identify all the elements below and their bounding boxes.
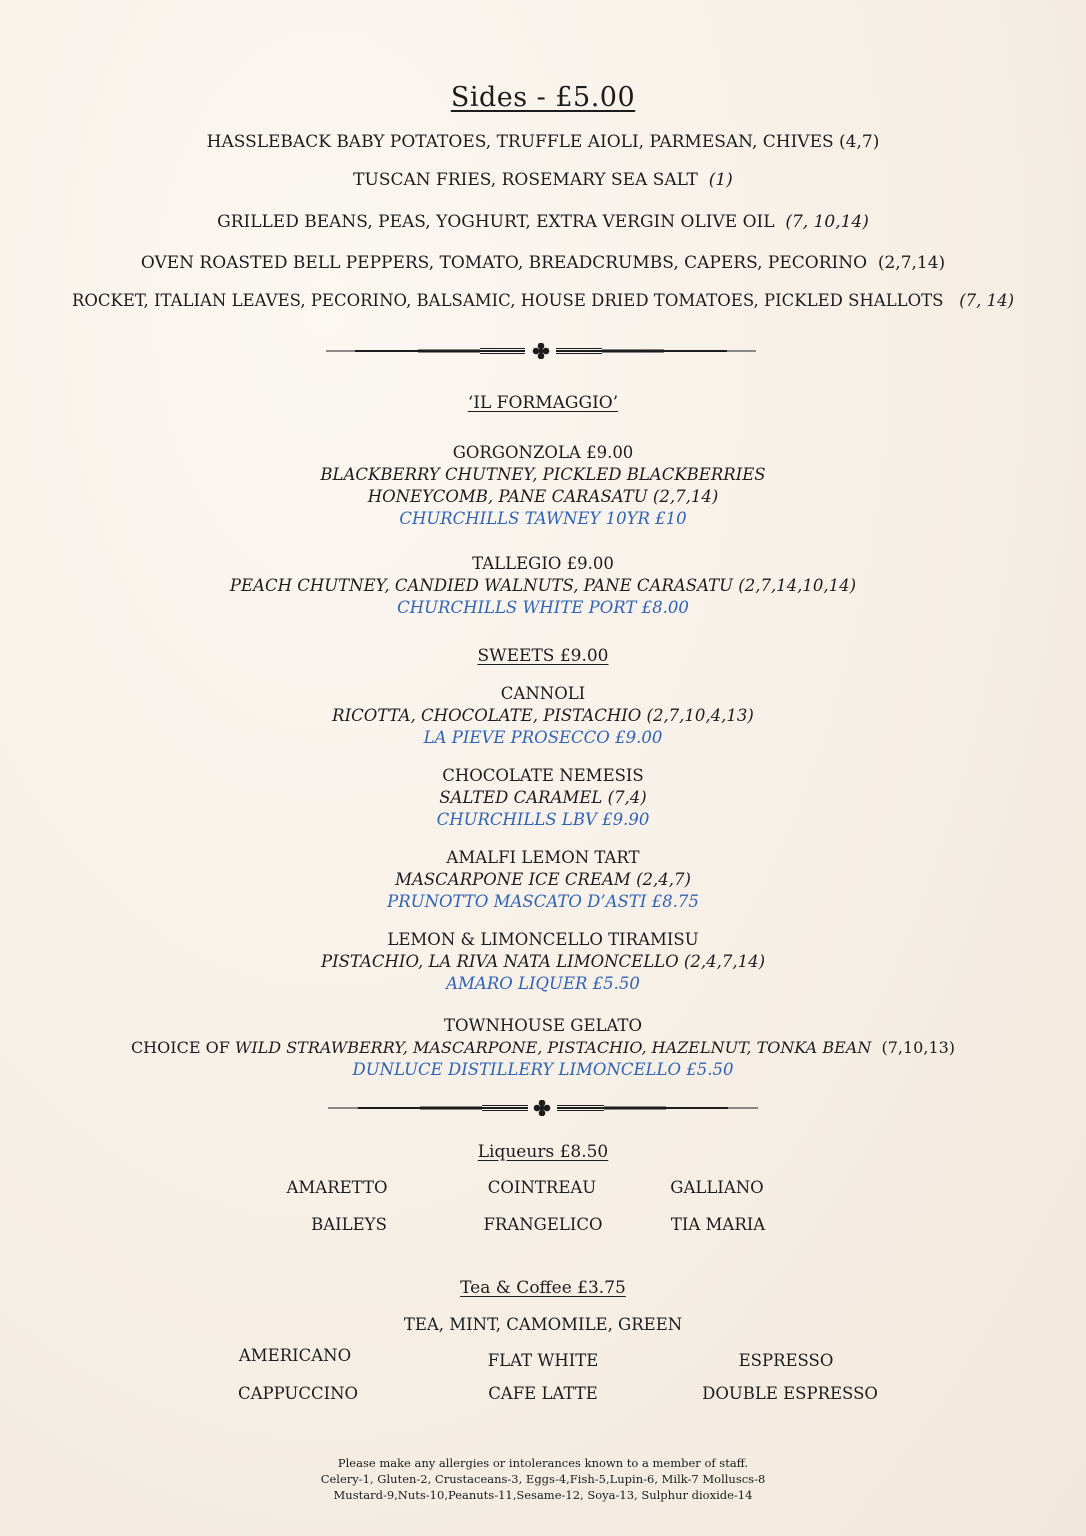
sides-title: Sides - £5.00 xyxy=(450,82,636,113)
sweet-name: AMALFI LEMON TART xyxy=(446,848,640,867)
cheese-name: TALLEGIO £9.00 xyxy=(472,554,614,573)
coffee-item: AMERICANO xyxy=(238,1346,352,1365)
sweet-name: CHOCOLATE NEMESIS xyxy=(442,766,644,785)
tea-coffee-heading: Tea & Coffee £3.75 xyxy=(460,1278,626,1298)
wine-pairing: CHURCHILLS WHITE PORT £8.00 xyxy=(397,598,689,617)
coffee-item: DOUBLE ESPRESSO xyxy=(702,1384,878,1403)
liqueur-item: TIA MARIA xyxy=(670,1215,766,1234)
cheese-description: BLACKBERRY CHUTNEY, PICKLED BLACKBERRIES xyxy=(320,465,766,484)
sweet-description: SALTED CARAMEL (7,4) xyxy=(439,788,647,807)
side-item: OVEN ROASTED BELL PEPPERS, TOMATO, BREADCRUMBS, CAPERS, PECORINO (2,7,14) xyxy=(140,253,946,273)
sweets-heading: SWEETS £9.00 xyxy=(477,646,609,666)
ornamental-divider xyxy=(0,343,1086,359)
wine-pairing: AMARO LIQUER £5.50 xyxy=(446,974,640,993)
cheese-description: HONEYCOMB, PANE CARASATU (2,7,14) xyxy=(367,487,719,506)
tea-list: TEA, MINT, CAMOMILE, GREEN xyxy=(403,1315,683,1334)
ornamental-divider xyxy=(0,1100,1086,1116)
sweet-description: RICOTTA, CHOCOLATE, PISTACHIO (2,7,10,4,13) xyxy=(332,706,754,725)
liqueurs-heading: Liqueurs £8.50 xyxy=(477,1142,609,1162)
cheese-name: GORGONZOLA £9.00 xyxy=(452,443,634,462)
side-item: ROCKET, ITALIAN LEAVES, PECORINO, BALSAMIC, HOUSE DRIED TOMATOES, PICKLED SHALLOTS (7, 14) xyxy=(71,291,1015,310)
fleuron-icon xyxy=(533,343,550,359)
formaggio-heading: ‘IL FORMAGGIO’ xyxy=(467,393,619,413)
side-item: HASSLEBACK BABY POTATOES, TRUFFLE AIOLI, PARMESAN, CHIVES (4,7) xyxy=(206,132,880,152)
coffee-item: CAPPUCCINO xyxy=(237,1384,359,1403)
wine-pairing: CHURCHILLS LBV £9.90 xyxy=(436,810,650,829)
wine-pairing: LA PIEVE PROSECCO £9.00 xyxy=(423,728,663,747)
allergy-notice: Please make any allergies or intolerances known to a member of staff. xyxy=(337,1456,749,1470)
wine-pairing: DUNLUCE DISTILLERY LIMONCELLO £5.50 xyxy=(352,1060,734,1079)
liqueur-item: FRANGELICO xyxy=(483,1215,603,1234)
allergen-key: Celery-1, Gluten-2, Crustaceans-3, Eggs-4,Fish-5,Lupin-6, Milk-7 Molluscs-8 xyxy=(320,1472,766,1486)
allergen-key: Mustard-9,Nuts-10,Peanuts-11,Sesame-12, Soya-13, Sulphur dioxide-14 xyxy=(333,1488,753,1502)
gelato-flavours: CHOICE OF WILD STRAWBERRY, MASCARPONE, PISTACHIO, HAZELNUT, TONKA BEAN (7,10,13) xyxy=(130,1038,956,1057)
side-item: TUSCAN FRIES, ROSEMARY SEA SALT (1) xyxy=(353,170,733,190)
sweet-description: PISTACHIO, LA RIVA NATA LIMONCELLO (2,4,7,14) xyxy=(320,952,766,971)
coffee-item: ESPRESSO xyxy=(738,1351,834,1370)
sweet-name: LEMON & LIMONCELLO TIRAMISU xyxy=(387,930,699,949)
wine-pairing: PRUNOTTO MASCATO D’ASTI £8.75 xyxy=(387,892,699,911)
coffee-item: FLAT WHITE xyxy=(487,1351,599,1370)
liqueur-item: GALLIANO xyxy=(670,1178,764,1197)
liqueur-item: BAILEYS xyxy=(311,1215,387,1234)
fleuron-icon xyxy=(534,1100,551,1116)
cheese-description: PEACH CHUTNEY, CANDIED WALNUTS, PANE CARASATU (2,7,14,10,14) xyxy=(229,576,857,595)
sweet-name: CANNOLI xyxy=(500,684,586,703)
sweet-name: TOWNHOUSE GELATO xyxy=(443,1016,643,1035)
wine-pairing: CHURCHILLS TAWNEY 10YR £10 xyxy=(399,509,687,528)
sweet-description: MASCARPONE ICE CREAM (2,4,7) xyxy=(395,870,691,889)
side-item: GRILLED BEANS, PEAS, YOGHURT, EXTRA VERGIN OLIVE OIL (7, 10,14) xyxy=(217,212,869,232)
coffee-item: CAFE LATTE xyxy=(488,1384,598,1403)
liqueur-item: AMARETTO xyxy=(286,1178,388,1197)
liqueur-item: COINTREAU xyxy=(487,1178,597,1197)
